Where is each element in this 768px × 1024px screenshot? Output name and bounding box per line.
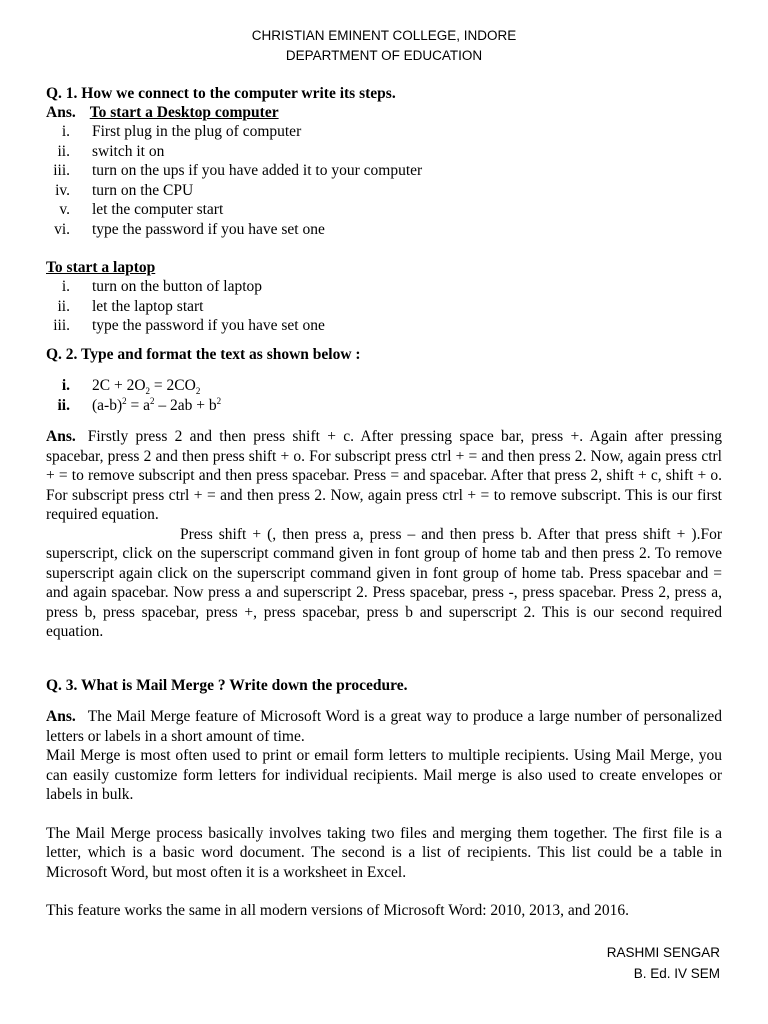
q1-ans-label: Ans. bbox=[46, 104, 76, 121]
q2-answer-p2: Press shift + (, then press a, press – and then press b. After that press shift + ).For superscript, click on the superscript command given in font group of home tab and then press 2. To remove superscript again click on the superscript command given in font group of home tab. Press spacebar and = and again spacebar. Now press a and superscript 2. Press spacebar, press -, press spacebar. Press 2, press a, press b, press spacebar, press +, press spacebar, press b and superscript 2. This is our second required equation. bbox=[46, 525, 722, 640]
q2-answer-p1: Ans. Firstly press 2 and then press shift + c. After pressing space bar, press +. Again after pressing spacebar, press 2 and then press shift + o. For subscript press ctrl + = and then press 2. Now, again press ctrl + = to remove subscript and then press spacebar. Press = and spacebar. After that press 2, shift + c, shift + o. For subscript press ctrl + = and then press 2. Now, again press ctrl + = to remove subscript. This is our first required equation. bbox=[46, 428, 722, 523]
question-3: Q. 3. What is Mail Merge ? Write down the procedure. bbox=[46, 677, 408, 694]
document-page: CHRISTIAN EMINENT COLLEGE, INDORE DEPARTMENT OF EDUCATION Q. 1. How we connect to the computer write its steps. Ans. To start a Desktop computer i. First plug in the plug of computer ii. switch it on iii. turn on the ups if you have added it to your computer iv. turn on the CPU v. let the computer start vi. type the password if you have set one To start a laptop i. turn on the button of laptop ii. let the laptop start iii. type the password if you have set one Q. 2. Type and format the text as shown below : i. $2C + 2O_2 = 2CO_2$ ii. $(a-b)^2 = a^2 - 2ab + b^2$ Ans. Firstly press 2 and then press shift + c. After pressing space bar, press +. Again after pressing spacebar, press 2 and then press shift + o. For subscript press ctrl + = and then press 2. Now, again press ctrl + = to remove subscript and then press spacebar. Press = and spacebar. After that press 2, shift + c, shift + o. For subscript press ctrl + = and then press 2. Now, again press ctrl + = to remove subscript. This is our first required equation. Press shift + (, then press a, press – and then press b. After that press shift + ).For superscript, click on the superscript command given in font group of home tab and then press 2. To remove superscript again click on the superscript command given in font group of home tab. Press spacebar and = and again spacebar. Now press a and superscript 2. Press spacebar, press -, press spacebar. Press 2, press a, press b, press spacebar, press +, press spacebar, press b and superscript 2. This is our second required equation. Q. 3. What is Mail Merge ? Write down the procedure. Ans. The Mail Merge feature of Microsoft Word is a great way to produce a large number of personalized letters or labels in a short amount of time. Mail Merge is most often used to print or email form letters to multiple recipients. Using Mail Merge, you can easily customize form letters for individual recipients. Mail merge is also used to create envelopes or labels in bulk. The Mail Merge process basically involves taking two files and merging them together. The first file is a letter, which is a basic word document. The second is a list of recipients. This list could be a table in Microsoft Word, but most often it is a worksheet in Excel. This feature works the same in all modern versions of Microsoft Word: 2010, 2013, and 2016. RASHMI SENGAR B. Ed. IV SEM bbox=[0, 0, 768, 1024]
department-name: DEPARTMENT OF EDUCATION bbox=[285, 48, 483, 63]
q3-answer bbox=[46, 707, 722, 921]
author-course: B. Ed. IV SEM bbox=[633, 966, 720, 981]
q3-answer-p1: Ans. The Mail Merge feature of Microsoft Word is a great way to produce a large number of personalized letters or labels in a short amount of time. bbox=[46, 708, 722, 745]
q2-answer bbox=[46, 427, 722, 642]
question-2: Q. 2. Type and format the text as shown below : bbox=[46, 346, 361, 363]
author-name: RASHMI SENGAR bbox=[606, 945, 720, 960]
q3-answer-p3: The Mail Merge process basically involves taking two files and merging them together. The first file is a letter, which is a basic word document. The second is a list of recipients. This list could be a table in Microsoft Word, but most often it is a worksheet in Excel. bbox=[46, 824, 722, 881]
laptop-heading: To start a laptop bbox=[46, 259, 156, 276]
desktop-heading: To start a Desktop computer bbox=[89, 104, 279, 121]
q1-answer-heading bbox=[46, 103, 279, 123]
question-1: Q. 1. How we connect to the computer write its steps. bbox=[46, 85, 396, 102]
q3-answer-p2: Mail Merge is most often used to print or email form letters to multiple recipients. Using Mail Merge, you can easily customize form letters for individual recipients. Mail merge is also used to create envelopes or labels in bulk. bbox=[46, 747, 722, 803]
q3-answer-p4: This feature works the same in all modern versions of Microsoft Word: 2010, 2013, and 2016. bbox=[46, 902, 630, 919]
college-name: CHRISTIAN EMINENT COLLEGE, INDORE bbox=[251, 28, 517, 43]
